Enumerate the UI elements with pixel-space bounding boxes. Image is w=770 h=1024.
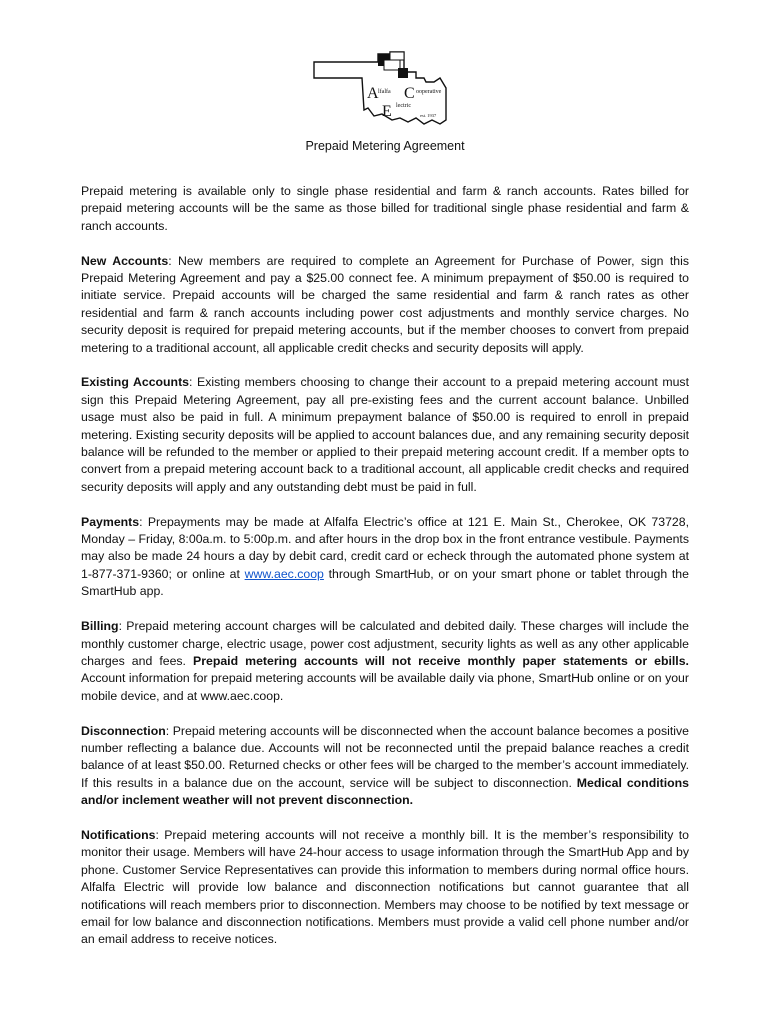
logo-word-electric: lectric (396, 103, 411, 109)
payments-text-end: through SmartHub, or on your smart phone or tablet through the SmartHub app. (81, 566, 689, 599)
existing-accounts-paragraph (81, 374, 689, 496)
oklahoma-outline-logo (312, 48, 452, 134)
intro-paragraph: Prepaid metering is available only to single phase residential and farm & ranch accounts. Rates billed for prepaid metering accounts will be the same as those billed for traditional single phase residential and farm & ranch accounts. (81, 184, 689, 233)
disconnection-heading: Disconnection (81, 723, 166, 738)
billing-bold-text: Prepaid metering accounts will not receive monthly paper statements or ebills. (193, 653, 689, 668)
document-body (81, 183, 689, 966)
new-accounts-paragraph (81, 253, 689, 357)
payments-heading: Payments (81, 514, 140, 529)
company-logo (312, 48, 452, 134)
logo-word-cooperative: ooperative (416, 89, 442, 95)
existing-accounts-heading: Existing Accounts (81, 375, 189, 390)
new-accounts-text: : New members are required to complete an Agreement for Purchase of Power, sign this Prepaid Metering Agreement and pay a $25.00 connect fee. A minimum prepayment of $50.00 is required to initiate service. Prepaid accounts will be charged the same residential and farm & ranch rates as other residential and farm & ranch accounts including power cost adjustments and monthly service charges. No security deposit is required for prepaid metering accounts, but if the member chooses to convert from prepaid metering to a traditional account, all applicable credit checks and security deposits will apply. (81, 253, 689, 355)
notifications-text: : Prepaid metering accounts will not receive a monthly bill. It is the member’s responsibility to monitor their usage. Members will have 24-hour access to usage information through the SmartHub App and by phone. Customer Service Representatives can provide this information to members during normal office hours. Alfalfa Electric will provide low balance and disconnection notifications but cannot guarantee that all notifications will reach members prior to disconnection. Members may choose to be notified by text message or email for low balance and disconnection notifications. Members must provide a valid cell phone number and/or an email address to receive notices. (81, 827, 689, 947)
new-accounts-heading: New Accounts (81, 253, 169, 268)
disconnection-bold-text: Medical conditions and/or inclement weather will not prevent disconnection. (81, 775, 689, 808)
payments-paragraph (81, 514, 689, 601)
logo-letter-a: A (367, 85, 379, 102)
payments-text: : Prepayments may be made at Alfalfa Electric’s office at 121 E. Main St., Cherokee, OK 73728, Monday – Friday, 8:00a.m. to 5:00p.m. and after hours in the drop box in the front entrance vestibule. Payments may also be made 24 hours a day by debit card, credit card or echeck through the automated phone system at 1-877-371-9360; or online at (81, 514, 689, 581)
billing-heading: Billing (81, 619, 119, 634)
billing-paragraph (81, 618, 689, 705)
logo-word-alfalfa: lfalfa (378, 89, 391, 95)
notifications-heading: Notifications (81, 827, 156, 842)
aec-website-link[interactable]: www.aec.coop (244, 566, 324, 581)
logo-letter-e: E (382, 103, 392, 120)
logo-established: est. 1937 (420, 113, 437, 118)
notifications-paragraph (81, 827, 689, 949)
disconnection-paragraph (81, 723, 689, 810)
logo-letter-c: C (404, 85, 415, 102)
billing-text-end: Account information for prepaid metering accounts will be available daily via phone, SmartHub online or on your mobile device, and at www.aec.coop. (81, 671, 689, 703)
document-title: Prepaid Metering Agreement (305, 139, 465, 153)
billing-text: : Prepaid metering account charges will be calculated and debited daily. These charges will include the monthly customer charge, electric usage, power cost adjustment, security lights as well as any other applicable charges and fees. (81, 619, 689, 668)
disconnection-text: : Prepaid metering accounts will be disconnected when the account balance becomes a positive number reflecting a balance due. Accounts will not be reconnected until the prepaid balance reaches a credit balance of at least $50.00. Returned checks or other fees will be charged to the member’s account immediately. If this results in a balance due on the account, service will be subject to disconnection. (81, 723, 689, 790)
existing-accounts-text: : Existing members choosing to change their account to a prepaid metering account must sign this Prepaid Metering Agreement, pay all pre-existing fees and the current account balance. Unbilled usage must also be paid in full. A minimum prepayment balance of $50.00 is required to enroll in prepaid metering. Existing security deposits will be applied to account balances due, and any remaining security deposit balance will be refunded to the member or applied to their prepaid metering account credit. If a member opts to convert from a prepaid metering account back to a traditional account, all applicable credit checks and required security deposits will apply and any outstanding debt must be paid in full. (81, 375, 689, 494)
